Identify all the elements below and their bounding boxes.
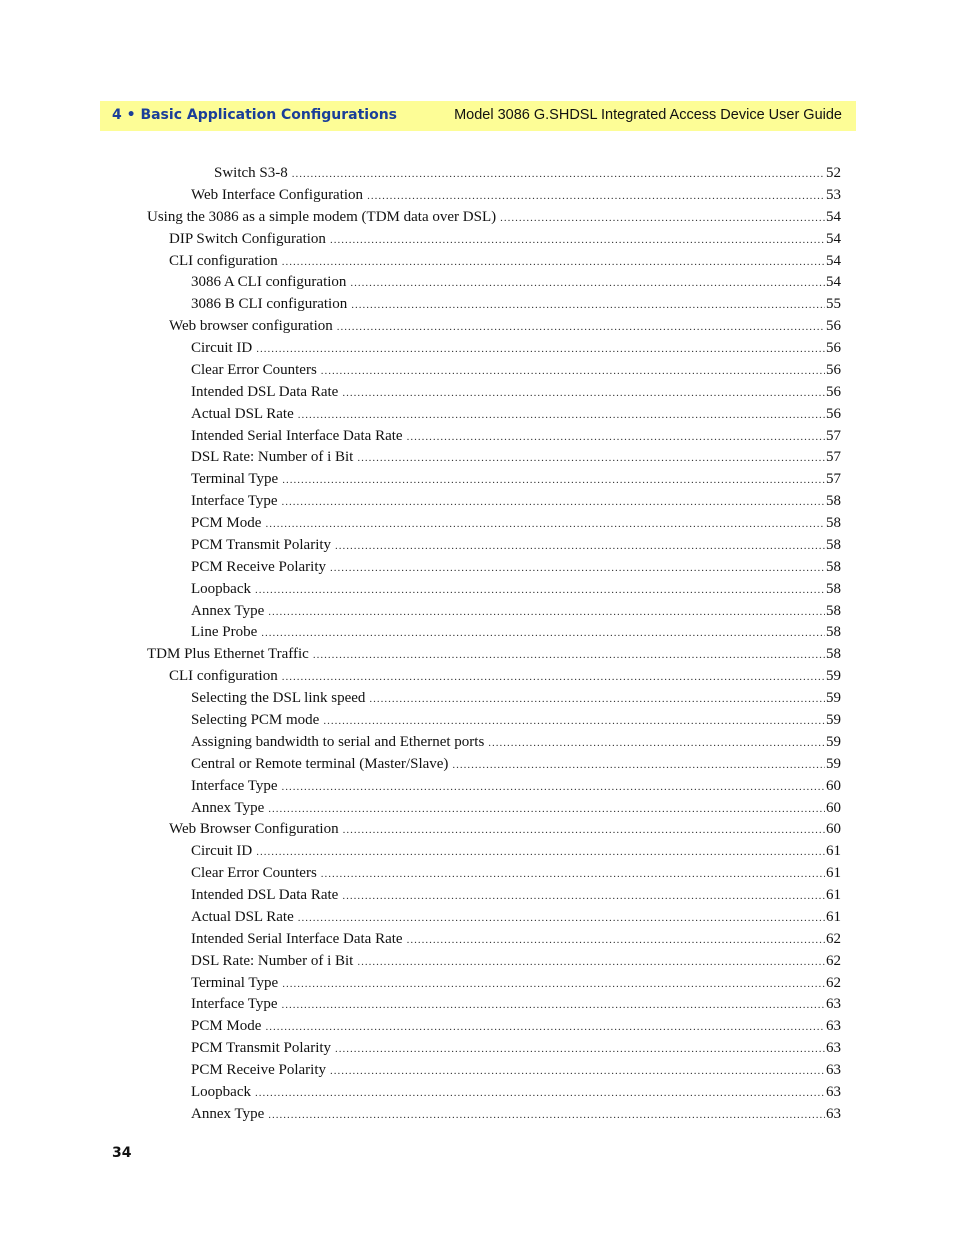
toc-entry-title: Interface Type bbox=[191, 996, 278, 1013]
toc-entry[interactable] bbox=[191, 993, 841, 1015]
toc-entry-title: Web Browser Configuration bbox=[169, 821, 339, 838]
toc-dot-leader bbox=[407, 929, 825, 951]
toc-entry[interactable] bbox=[191, 337, 841, 359]
toc-entry-title: Loopback bbox=[191, 580, 251, 597]
toc-entry-page: 59 bbox=[826, 712, 841, 728]
page-number: 34 bbox=[112, 1145, 132, 1161]
toc-entry-title: Clear Error Counters bbox=[191, 865, 317, 882]
toc-dot-leader bbox=[282, 973, 825, 995]
toc-dot-leader bbox=[255, 1082, 825, 1104]
toc-dot-leader bbox=[407, 426, 825, 448]
toc-entry[interactable] bbox=[191, 621, 841, 643]
toc-entry-title: Using the 3086 as a simple modem (TDM data over DSL) bbox=[147, 208, 497, 225]
toc-entry-page: 61 bbox=[826, 865, 841, 882]
toc-dot-leader bbox=[282, 491, 825, 513]
toc-entry[interactable] bbox=[191, 359, 841, 381]
toc-entry[interactable] bbox=[191, 709, 841, 731]
toc-entry-page: 62 bbox=[826, 930, 841, 947]
toc-entry-title: Annex Type bbox=[191, 1105, 265, 1122]
toc-entry[interactable] bbox=[191, 1037, 841, 1059]
toc-entry[interactable] bbox=[191, 403, 841, 425]
toc-entry[interactable] bbox=[191, 731, 841, 753]
toc-dot-leader bbox=[452, 754, 825, 776]
toc-entry-page: 56 bbox=[826, 361, 841, 378]
toc-entry-page: 58 bbox=[826, 515, 841, 532]
toc-entry-page: 63 bbox=[826, 1083, 841, 1100]
toc-entry[interactable] bbox=[191, 512, 841, 534]
toc-entry-page: 57 bbox=[826, 449, 841, 466]
toc-entry-title: PCM Mode bbox=[191, 515, 262, 532]
toc-entry-page: 58 bbox=[826, 493, 841, 510]
toc-entry[interactable] bbox=[191, 972, 841, 994]
toc-entry[interactable] bbox=[191, 1081, 841, 1103]
toc-entry[interactable] bbox=[169, 250, 841, 272]
toc-entry-page: 63 bbox=[826, 1105, 841, 1122]
toc-entry[interactable] bbox=[169, 228, 841, 250]
toc-entry-page: 52 bbox=[826, 165, 841, 181]
toc-dot-leader bbox=[335, 535, 825, 557]
toc-entry[interactable] bbox=[191, 840, 841, 862]
toc-entry[interactable] bbox=[191, 271, 841, 293]
toc-entry[interactable] bbox=[191, 446, 841, 468]
toc-entry-title: Switch S3-8 bbox=[214, 165, 288, 181]
toc-entry-page: 58 bbox=[826, 580, 841, 597]
toc-entry-title: Clear Error Counters bbox=[191, 361, 317, 378]
toc-entry-title: Web browser configuration bbox=[169, 318, 333, 335]
toc-entry-page: 63 bbox=[826, 996, 841, 1013]
toc-entry-title: TDM Plus Ethernet Traffic bbox=[147, 646, 309, 663]
toc-entry-page: 58 bbox=[826, 558, 841, 575]
toc-entry[interactable] bbox=[191, 293, 841, 315]
toc-dot-leader bbox=[265, 1016, 825, 1038]
toc-dot-leader bbox=[335, 1038, 825, 1060]
toc-dot-leader bbox=[357, 447, 825, 469]
toc-dot-leader bbox=[488, 732, 825, 754]
toc-entry-title: 3086 B CLI configuration bbox=[191, 296, 348, 313]
toc-entry[interactable] bbox=[147, 643, 841, 665]
toc-entry-title: PCM Transmit Polarity bbox=[191, 1040, 332, 1057]
toc-entry-title: Line Probe bbox=[191, 624, 258, 641]
toc-entry-title: Annex Type bbox=[191, 602, 265, 619]
toc-entry-title: DIP Switch Configuration bbox=[169, 230, 326, 247]
toc-entry-page: 58 bbox=[826, 646, 841, 663]
guide-title: Model 3086 G.SHDSL Integrated Access Device User Guide bbox=[454, 107, 842, 123]
toc-dot-leader bbox=[282, 994, 825, 1016]
toc-entry-title: PCM Receive Polarity bbox=[191, 558, 326, 575]
toc-entry[interactable] bbox=[191, 468, 841, 490]
toc-entry-page: 62 bbox=[826, 974, 841, 991]
toc-entry[interactable] bbox=[191, 534, 841, 556]
toc-entry-title: 3086 A CLI configuration bbox=[191, 274, 347, 291]
toc-entry-page: 58 bbox=[826, 536, 841, 553]
toc-entry[interactable] bbox=[147, 206, 841, 228]
toc-dot-leader bbox=[342, 382, 825, 404]
toc-entry-title: Actual DSL Rate bbox=[191, 405, 294, 422]
toc-dot-leader bbox=[323, 710, 825, 732]
toc-entry-title: Assigning bandwidth to serial and Ethernet ports bbox=[191, 733, 485, 750]
toc-dot-leader bbox=[268, 601, 825, 623]
toc-entry-page: 58 bbox=[826, 602, 841, 619]
toc-entry-page: 56 bbox=[826, 383, 841, 400]
toc-dot-leader bbox=[268, 798, 825, 820]
toc-dot-leader bbox=[369, 688, 825, 710]
toc-entry-title: DSL Rate: Number of i Bit bbox=[191, 449, 354, 466]
toc-entry-title: CLI configuration bbox=[169, 668, 278, 685]
toc-entry[interactable] bbox=[191, 1015, 841, 1037]
toc-entry-title: Circuit ID bbox=[191, 843, 253, 860]
toc-entry-title: PCM Transmit Polarity bbox=[191, 536, 332, 553]
toc-entry-title: PCM Receive Polarity bbox=[191, 1062, 326, 1079]
toc-entry[interactable] bbox=[169, 315, 841, 337]
toc-entry-page: 61 bbox=[826, 843, 841, 860]
toc-entry-page: 54 bbox=[826, 208, 841, 225]
toc-entry[interactable] bbox=[191, 906, 841, 928]
toc-entry-page: 62 bbox=[826, 952, 841, 969]
toc-entry-page: 59 bbox=[826, 755, 841, 772]
toc-entry[interactable] bbox=[191, 600, 841, 622]
toc-dot-leader bbox=[282, 469, 825, 491]
toc-dot-leader bbox=[330, 1060, 825, 1082]
toc-entry-title: Actual DSL Rate bbox=[191, 908, 294, 925]
toc-entry-page: 59 bbox=[826, 690, 841, 707]
toc-entry-page: 57 bbox=[826, 471, 841, 488]
toc-entry-page: 54 bbox=[826, 230, 841, 247]
toc-entry-title: Selecting PCM mode bbox=[191, 712, 320, 728]
toc-dot-leader bbox=[367, 185, 825, 207]
toc-entry[interactable] bbox=[214, 162, 841, 184]
toc-entry-title: Intended DSL Data Rate bbox=[191, 887, 339, 904]
toc-dot-leader bbox=[351, 294, 825, 316]
toc-dot-leader bbox=[321, 863, 825, 885]
toc-entry[interactable] bbox=[191, 775, 841, 797]
toc-entry-page: 54 bbox=[826, 274, 841, 291]
toc-entry-title: Circuit ID bbox=[191, 340, 253, 357]
toc-entry-page: 55 bbox=[826, 296, 841, 313]
toc-entry[interactable] bbox=[169, 665, 841, 687]
chapter-title: 4 • Basic Application Configurations bbox=[112, 107, 398, 123]
toc-entry-title: Intended Serial Interface Data Rate bbox=[191, 930, 403, 947]
toc-entry-page: 63 bbox=[826, 1018, 841, 1035]
toc-entry[interactable] bbox=[191, 556, 841, 578]
toc-entry-page: 63 bbox=[826, 1062, 841, 1079]
toc-entry-page: 59 bbox=[826, 668, 841, 685]
toc-dot-leader bbox=[337, 316, 825, 338]
toc-entry[interactable] bbox=[191, 578, 841, 600]
toc-entry-page: 61 bbox=[826, 887, 841, 904]
toc-dot-leader bbox=[330, 557, 825, 579]
toc-entry[interactable] bbox=[191, 687, 841, 709]
toc-entry-page: 54 bbox=[826, 252, 841, 269]
toc-entry-title: Intended Serial Interface Data Rate bbox=[191, 427, 403, 444]
toc-dot-leader bbox=[282, 776, 825, 798]
toc-entry-title: Annex Type bbox=[191, 799, 265, 816]
toc-entry[interactable] bbox=[191, 490, 841, 512]
toc-entry[interactable] bbox=[169, 818, 841, 840]
toc-entry[interactable] bbox=[191, 862, 841, 884]
toc-entry-page: 63 bbox=[826, 1040, 841, 1057]
toc-entry-page: 56 bbox=[826, 405, 841, 422]
toc-entry[interactable] bbox=[191, 184, 841, 206]
toc-entry-page: 57 bbox=[826, 427, 841, 444]
toc-entry[interactable] bbox=[191, 797, 841, 819]
toc-entry-title: DSL Rate: Number of i Bit bbox=[191, 952, 354, 969]
toc-entry[interactable] bbox=[191, 425, 841, 447]
toc-dot-leader bbox=[282, 251, 825, 273]
toc-dot-leader bbox=[255, 579, 825, 601]
toc-entry-title: PCM Mode bbox=[191, 1018, 262, 1035]
toc-entry-title: Intended DSL Data Rate bbox=[191, 383, 339, 400]
toc-dot-leader bbox=[343, 819, 825, 841]
toc-entry-title: Central or Remote terminal (Master/Slave) bbox=[191, 755, 449, 772]
toc-dot-leader bbox=[292, 163, 825, 185]
toc-entry[interactable] bbox=[191, 381, 841, 403]
toc-dot-leader bbox=[342, 885, 825, 907]
toc-dot-leader bbox=[256, 338, 825, 360]
toc-entry[interactable] bbox=[191, 928, 841, 950]
toc-entry[interactable] bbox=[191, 884, 841, 906]
toc-entry-page: 56 bbox=[826, 340, 841, 357]
toc-entry[interactable] bbox=[191, 950, 841, 972]
toc-entry[interactable] bbox=[191, 1059, 841, 1081]
toc-entry-page: 58 bbox=[826, 624, 841, 641]
toc-entry-page: 53 bbox=[826, 186, 841, 203]
toc-dot-leader bbox=[350, 272, 825, 294]
toc-entry-title: Selecting the DSL link speed bbox=[191, 690, 366, 707]
toc-entry-page: 59 bbox=[826, 733, 841, 750]
toc-entry-title: Terminal Type bbox=[191, 974, 279, 991]
toc-dot-leader bbox=[298, 907, 825, 929]
toc-dot-leader bbox=[265, 513, 825, 535]
toc-entry[interactable] bbox=[191, 1103, 841, 1125]
toc-entry-title: Terminal Type bbox=[191, 471, 279, 488]
toc-dot-leader bbox=[268, 1104, 825, 1126]
toc-dot-leader bbox=[261, 622, 825, 644]
toc-entry-title: Interface Type bbox=[191, 777, 278, 794]
toc-entry-title: Loopback bbox=[191, 1083, 251, 1100]
toc-entry-page: 60 bbox=[826, 821, 841, 838]
toc-entry-title: Web Interface Configuration bbox=[191, 186, 364, 203]
toc-entry-page: 60 bbox=[826, 799, 841, 816]
toc-dot-leader bbox=[330, 229, 825, 251]
toc-dot-leader bbox=[321, 360, 825, 382]
toc-dot-leader bbox=[298, 404, 825, 426]
toc-entry-page: 56 bbox=[826, 318, 841, 335]
toc-dot-leader bbox=[500, 207, 825, 229]
toc-entry-page: 61 bbox=[826, 908, 841, 925]
running-header bbox=[100, 101, 856, 131]
toc-entry[interactable] bbox=[191, 753, 841, 775]
toc-dot-leader bbox=[313, 644, 825, 666]
toc-entry-title: CLI configuration bbox=[169, 252, 278, 269]
toc-entry-title: Interface Type bbox=[191, 493, 278, 510]
toc-dot-leader bbox=[256, 841, 825, 863]
toc-dot-leader bbox=[282, 666, 825, 688]
toc-dot-leader bbox=[357, 951, 825, 973]
toc-entry-page: 60 bbox=[826, 777, 841, 794]
